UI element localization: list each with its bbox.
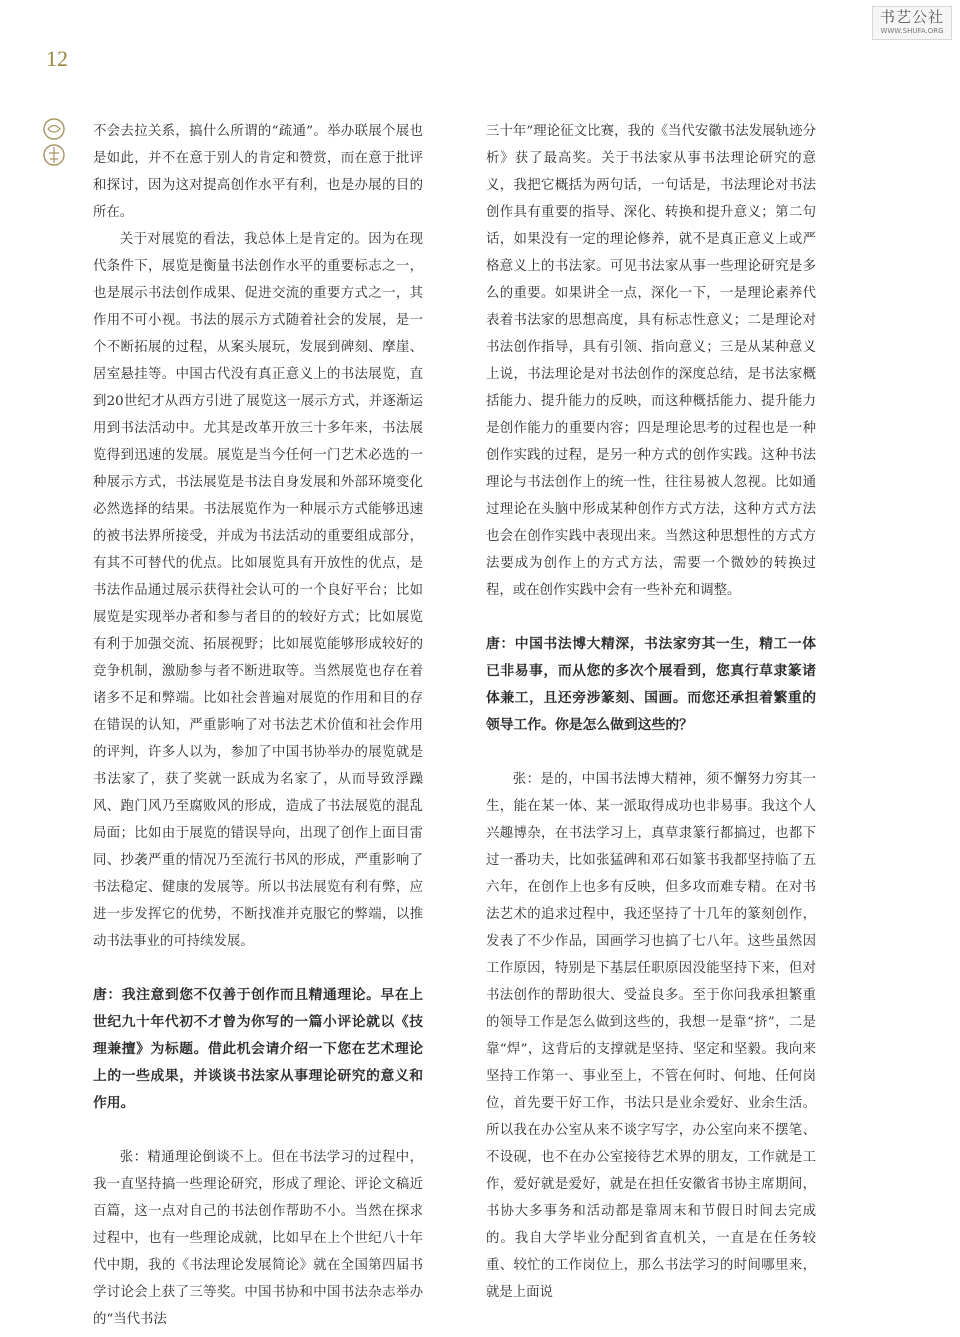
watermark-script: 书艺公社 — [879, 8, 944, 26]
paragraph: 三十年”理论征文比赛，我的《当代安徽书法发展轨迹分析》获了最高奖。关于书法家从事书法理论研究的意义，我把它概括为两句话，一句话是，书法理论对书法创作具有重要的指导、深化、转换和提升意义；第二句话，如果没有一定的理论修养，就不是真正意义上或严格意义上的书法家。可见书法家从事一些理论研究是多么的重要。如果讲全一点，深化一下，一是理论素养代表着书法家的思想高度，具有标志性意义；二是理论对书法创作指导，具有引领、指向意义；三是从某种意义上说，书法理论是对书法创作的深度总结，是书法家概括能力、提升能力的反映，而这种概括能力、提升能力是创作能力的重要内容；四是理论思考的过程也是一种创作实践的过程，是另一种方式的创作实践。这种书法理论与书法创作上的统一性，往往易被人忽视。比如通过理论在头脑中形成某种创作方式方法，这种方式方法也会在创作实践中表现出来。当然这种思想性的方式方法要成为创作上的方式方法，需要一个微妙的转换过程，或在创作实践中会有一些补充和调整。 — [486, 124, 816, 598]
interview-question: 唐：中国书法博大精深，书法家穷其一生，精工一体已非易事，而从您的多次个展看到，您真行草隶篆诸体兼工，且还旁涉篆刻、国画。而您还承担着繁重的领导工作。你是怎么做到这些的？ — [486, 636, 816, 733]
left-column — [93, 118, 423, 1333]
seal-icon — [40, 117, 68, 169]
paragraph: 不会去拉关系，搞什么所谓的“疏通”。举办联展个展也是如此，并不在意于别人的肯定和赞赏，而在意于批评和探讨，因为这对提高创作水平有利，也是办展的目的所在。 — [93, 124, 423, 220]
paragraph: 关于对展览的看法，我总体上是肯定的。因为在现代条件下，展览是衡量书法创作水平的重要标志之一，也是展示书法创作成果、促进交流的重要方式之一，其作用不可小视。书法的展示方式随着社会的发展，是一个不断拓展的过程，从案头展玩，发展到碑刻、摩崖、居室悬挂等。中国古代没有真正意义上的书法展览，直到20世纪才从西方引进了展览这一展示方式，并逐渐运用到书法活动中。尤其是改革开放三十多年来，书法展览得到迅速的发展。展览是当今任何一门艺术必选的一种展示方式，书法展览是书法自身发展和外部环境变化必然选择的结果。书法展览作为一种展示方式能够迅速的被书法界所接受，并成为书法活动的重要组成部分，有其不可替代的优点。比如展览具有开放性的优点，是书法作品通过展示获得社会认可的一个良好平台；比如展览是实现举办者和参与者目的的较好方式；比如展览有利于加强交流、拓展视野；比如展览能够形成较好的竞争机制，激励参与者不断进取等。当然展览也存在着诸多不足和弊端。比如社会普遍对展览的作用和目的存在错误的认知，严重影响了对书法艺术价值和社会作用的评判，许多人以为，参加了中国书协举办的展览就是书法家了，获了奖就一跃成为名家了，从而导致浮躁风、跑门风乃至腐败风的形成，造成了书法展览的混乱局面；比如由于展览的错误导向，出现了创作上面目雷同、抄袭严重的情况乃至流行书风的形成，严重影响了书法稳定、健康的发展等。所以书法展览有利有弊，应进一步发挥它的优势，不断找准并克服它的弊端，以推动书法事业的可持续发展。 — [93, 232, 423, 949]
paragraph: 张：精通理论倒谈不上。但在书法学习的过程中，我一直坚持搞一些理论研究，形成了理论、评论文稿近百篇，这一点对自己的书法创作帮助不小。当然在探求过程中，也有一些理论成就，比如早在上个世纪八十年代中期，我的《书法理论发展简论》就在全国第四届书学讨论会上获了三等奖。中国书协和中国书法杂志举办的“当代书法 — [93, 1150, 423, 1327]
page-number: 12 — [46, 46, 68, 71]
watermark-url: WWW.SHUFA.ORG — [880, 27, 944, 35]
interview-question: 唐：我注意到您不仅善于创作而且精通理论。早在上世纪九十年代初不才曾为你写的一篇小评论就以《技理兼擅》为标题。借此机会请介绍一下您在艺术理论上的一些成果，并谈谈书法家从事理论研究的意义和作用。 — [93, 987, 423, 1111]
right-column — [486, 118, 816, 1306]
paragraph: 张：是的，中国书法博大精神，须不懈努力穷其一生，能在某一体、某一派取得成功也非易事。我这个人兴趣博杂，在书法学习上，真草隶篆行都搞过，也都下过一番功夫，比如张猛碑和邓石如篆书我都坚持临了五六年，在创作上也多有反映，但多攻而难专精。在对书法艺术的追求过程中，我还坚持了十几年的篆刻创作，发表了不少作品，国画学习也搞了七八年。这些虽然因工作原因，特别是下基层任职原因没能坚持下来，但对书法创作的帮助很大、受益良多。至于你问我承担繁重的领导工作是怎么做到这些的，我想一是靠“挤”，二是靠“焊”，这背后的支撑就是坚持、坚定和坚毅。我向来坚持工作第一、事业至上，不管在何时、何地、任何岗位，首先要干好工作，书法只是业余爱好、业余生活。所以我在办公室从来不谈字写字，办公室向来不摆笔、不设砚，也不在办公室接待艺术界的朋友，工作就是工作，爱好就是爱好，就是在担任安徽省书协主席期间，书协大多事务和活动都是靠周末和节假日时间去完成的。我自大学毕业分配到省直机关，一直是在任务较重、较忙的工作岗位上，那么书法学习的时间哪里来，就是上面说 — [486, 772, 816, 1300]
watermark-logo — [872, 6, 952, 40]
